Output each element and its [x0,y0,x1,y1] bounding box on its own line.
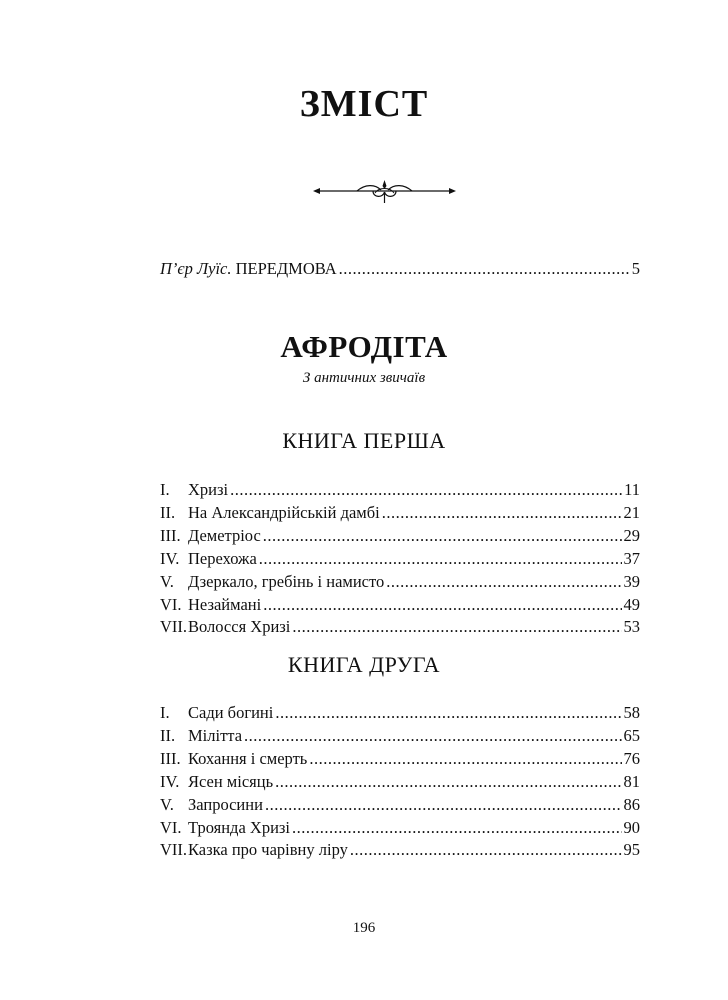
page-ref: 37 [623,548,640,568]
chapter-number: I. [160,703,170,722]
chapter-title: Мілітта [188,725,243,745]
page-ref: 90 [623,817,640,837]
page-ref: 11 [624,480,640,499]
chapter-number: III. [160,748,181,768]
chapter-title: Перехожа [188,548,257,568]
leader-dots [339,258,630,280]
page-ref: 53 [623,617,640,637]
chapter-title: Запросини [188,794,263,814]
toc-entry[interactable] [160,594,640,616]
leader-dots [263,594,621,616]
page-ref: 29 [623,525,640,545]
page-ref: 5 [631,259,640,278]
page-ref: 58 [623,703,640,722]
toc-entry[interactable] [160,817,640,839]
decorative-flourish-icon [313,178,456,204]
page-ref: 95 [623,840,640,860]
preface-author: П’єр Луїс. [160,259,232,278]
book-title: АФРОДІТА [280,329,448,364]
toc-entry[interactable] [160,725,640,747]
toc-entry-preface[interactable] [160,258,640,280]
leader-dots [259,548,622,570]
page-ref: 65 [623,725,640,745]
leader-dots [263,525,622,547]
chapter-title: Кохання і смерть [188,748,308,768]
chapter-title: Дзеркало, гребінь і намисто [188,571,385,591]
toc-entry[interactable] [160,571,640,593]
preface-label: ПЕРЕДМОВА [235,259,337,278]
chapter-title: Сади богині [188,703,274,722]
chapter-number: IV. [160,548,180,568]
part-heading: КНИГА ПЕРША [282,428,446,453]
chapter-title: Троянда Хризі [188,817,290,837]
chapter-number: IV. [160,771,180,791]
toc-entry[interactable] [160,525,640,547]
page-number: 196 [352,920,376,936]
page-title: ЗМІСТ [299,83,429,125]
chapter-title: Казка про чарівну ліру [188,840,348,860]
leader-dots [292,616,621,638]
chapter-title: Хризі [188,480,229,499]
leader-dots [309,748,621,770]
chapter-title: Деметріос [188,525,261,545]
toc-entry[interactable] [160,794,640,816]
chapter-number: I. [160,480,170,499]
leader-dots [244,725,621,747]
toc-entry[interactable] [160,748,640,770]
page-ref: 49 [623,594,640,614]
chapter-number: V. [160,794,174,814]
chapter-title: Незаймані [188,594,262,614]
toc-entry[interactable] [160,479,640,501]
chapter-number: II. [160,725,176,745]
chapter-number: II. [160,502,176,522]
page-ref: 21 [623,502,640,522]
chapter-number: VII. [160,617,188,637]
leader-dots [265,794,622,816]
leader-dots [382,502,622,524]
book-subtitle: З античних звичаїв [302,370,426,386]
toc-entry[interactable] [160,502,640,524]
part-heading: КНИГА ДРУГА [287,652,441,677]
leader-dots [350,839,622,861]
page-ref: 86 [623,794,640,814]
toc-entry[interactable] [160,616,640,638]
chapter-number: VI. [160,817,182,837]
toc-entry[interactable] [160,839,640,861]
leader-dots [230,479,622,501]
chapter-title: Волосся Хризі [188,617,291,637]
leader-dots [275,771,621,793]
toc-entry[interactable] [160,771,640,793]
chapter-number: VII. [160,840,188,860]
chapter-number: V. [160,571,174,591]
page-ref: 76 [623,748,640,768]
page-ref: 39 [623,571,640,591]
page-ref: 81 [623,771,640,791]
toc-entry[interactable] [160,702,640,724]
leader-dots [386,571,621,593]
toc-entry[interactable] [160,548,640,570]
chapter-title: На Александрійській дамбі [188,502,380,522]
chapter-number: III. [160,525,181,545]
leader-dots [275,702,621,724]
leader-dots [292,817,622,839]
chapter-title: Ясен місяць [188,771,274,791]
chapter-number: VI. [160,594,182,614]
